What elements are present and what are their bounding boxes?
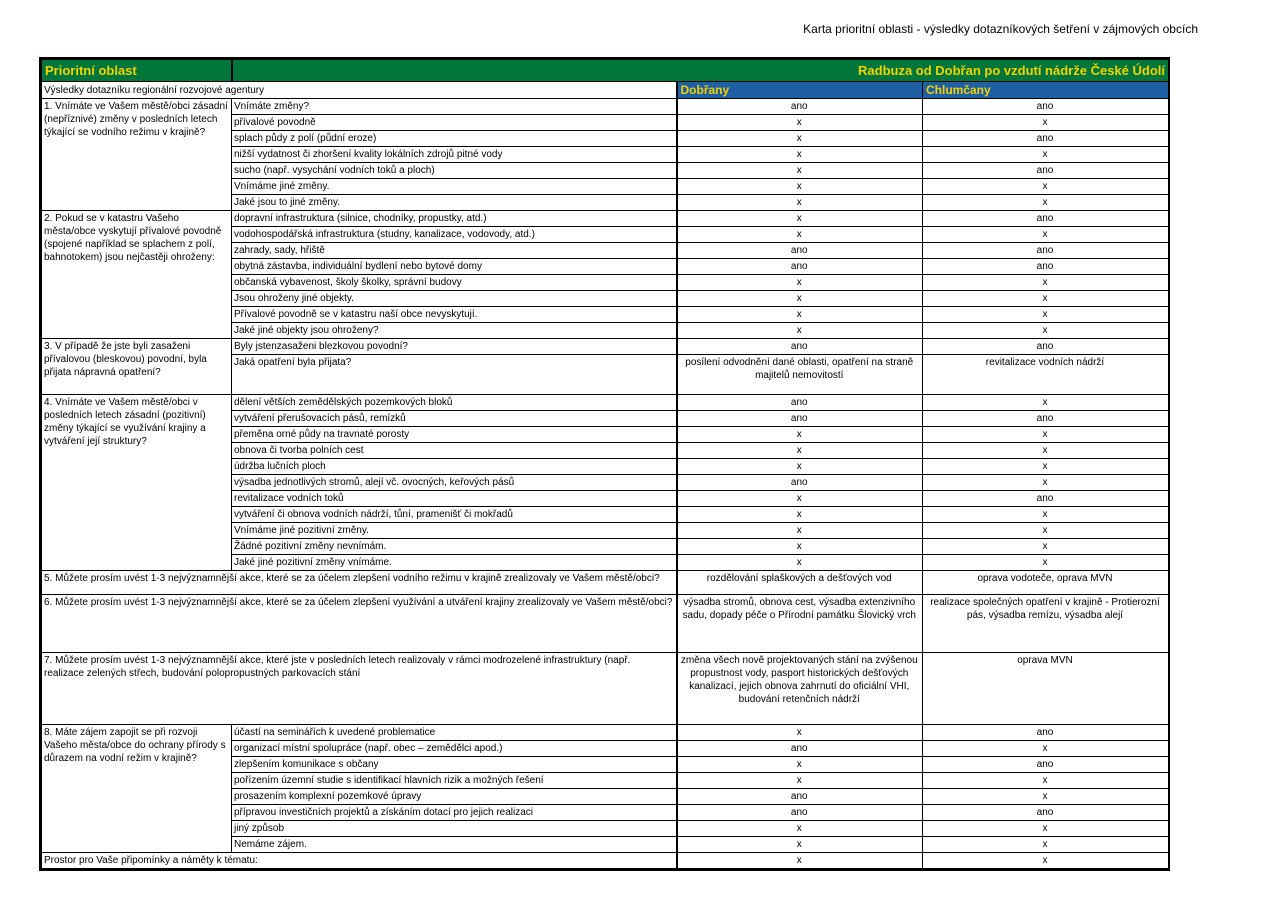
priority-area-label: Prioritní oblast: [42, 60, 232, 82]
q1-answer-chlumcany: x: [923, 115, 1169, 131]
q4-answer-chlumcany: x: [923, 395, 1169, 411]
subheader-row: [42, 82, 1169, 99]
q1-answer-dobrany: x: [677, 131, 923, 147]
q6-row: [42, 595, 1169, 653]
q7-row: [42, 653, 1169, 725]
q4-answer-dobrany: x: [677, 523, 923, 539]
q4-answer-chlumcany: x: [923, 427, 1169, 443]
q4-answer-dobrany: x: [677, 539, 923, 555]
q1-option-label: nižší vydatnost či zhoršení kvality lokálních zdrojů pitné vody: [232, 147, 677, 163]
q1-answer-chlumcany: x: [923, 147, 1169, 163]
q2-answer-chlumcany: ano: [923, 243, 1169, 259]
q2-answer-dobrany: ano: [677, 243, 923, 259]
q2-answer-dobrany: x: [677, 307, 923, 323]
q1-row: [42, 99, 1169, 115]
q3-option-label: Byly jstenzasaženi blezkovou povodní?: [232, 339, 677, 355]
q2-answer-dobrany: x: [677, 211, 923, 227]
q1-answer-dobrany: x: [677, 147, 923, 163]
q4-answer-chlumcany: x: [923, 507, 1169, 523]
q1-answer-dobrany: ano: [677, 99, 923, 115]
survey-table: [41, 59, 1169, 869]
q2-option-label: vodohospodářská infrastruktura (studny, kanalizace, vodovody, atd.): [232, 227, 677, 243]
q2-answer-dobrany: x: [677, 275, 923, 291]
q2-answer-dobrany: x: [677, 323, 923, 339]
q2-answer-chlumcany: x: [923, 323, 1169, 339]
q8-answer-dobrany: x: [677, 837, 923, 853]
q4-option-label: dělení větších zemědělských pozemkových bloků: [232, 395, 677, 411]
q4-option-label: údržba lučních ploch: [232, 459, 677, 475]
q3-answer-chlumcany: revitalizace vodních nádrží: [923, 355, 1169, 395]
q1-answer-chlumcany: x: [923, 195, 1169, 211]
q8-answer-dobrany: x: [677, 725, 923, 741]
column-header-dobrany: Dobřany: [677, 82, 923, 99]
q2-row: [42, 211, 1169, 227]
q7-question: 7. Můžete prosím uvést 1-3 nejvýznamnější akce, které jste v posledních letech realizovaly v rámci modrozelené infrastruktury (např. realizace zelených střech, budování polopropustných parkovacích stání: [42, 653, 677, 725]
q2-option-label: dopravní infrastruktura (silnice, chodníky, propustky, atd.): [232, 211, 677, 227]
q8-option-label: pořízením územní studie s identifikací hlavních rizik a možných řešení: [232, 773, 677, 789]
q2-answer-chlumcany: x: [923, 275, 1169, 291]
q8-answer-dobrany: x: [677, 773, 923, 789]
q2-option-label: občanská vybavenost, školy školky, správní budovy: [232, 275, 677, 291]
q8-answer-chlumcany: x: [923, 837, 1169, 853]
q3-answer-dobrany: posílení odvodnění dané oblasti, opatření na straně majitelů nemovitostí: [677, 355, 923, 395]
q1-option-label: přívalové povodně: [232, 115, 677, 131]
q8-option-label: jiný způsob: [232, 821, 677, 837]
q4-answer-dobrany: x: [677, 507, 923, 523]
q8-answer-chlumcany: ano: [923, 805, 1169, 821]
q1-option-label: Vnímáme jiné změny.: [232, 179, 677, 195]
q6-answer-dobrany: výsadba stromů, obnova cest, výsadba extenzivního sadu, dopady péče o Přírodní památku Šlovický vrch: [677, 595, 923, 653]
q2-answer-dobrany: x: [677, 227, 923, 243]
q8-option-label: organizací místní spolupráce (např. obec – zemědělci apod.): [232, 741, 677, 757]
q4-option-label: Jaké jiné pozitivní změny vnímáme.: [232, 555, 677, 571]
q8-answer-dobrany: ano: [677, 789, 923, 805]
q8-answer-dobrany: x: [677, 821, 923, 837]
q3-answer-dobrany: ano: [677, 339, 923, 355]
q1-option-label: sucho (např. vysychání vodních toků a ploch): [232, 163, 677, 179]
q2-answer-dobrany: x: [677, 291, 923, 307]
q4-answer-chlumcany: x: [923, 475, 1169, 491]
q8-answer-chlumcany: x: [923, 789, 1169, 805]
q4-answer-chlumcany: x: [923, 555, 1169, 571]
q4-answer-chlumcany: ano: [923, 411, 1169, 427]
q2-option-label: obytná zástavba, individuální bydlení nebo bytové domy: [232, 259, 677, 275]
q4-option-label: Žádné pozitivní změny nevnímám.: [232, 539, 677, 555]
q2-answer-dobrany: ano: [677, 259, 923, 275]
q4-option-label: přeměna orné půdy na travnaté porosty: [232, 427, 677, 443]
footer-row: [42, 853, 1169, 869]
q4-answer-dobrany: ano: [677, 411, 923, 427]
q1-answer-dobrany: x: [677, 195, 923, 211]
q2-answer-chlumcany: x: [923, 307, 1169, 323]
q1-answer-chlumcany: ano: [923, 163, 1169, 179]
comments-label: Prostor pro Vaše připomínky a náměty k tématu:: [42, 853, 677, 869]
q1-question: 1. Vnímáte ve Vašem městě/obci zásadní (nepříznivé) změny v posledních letech týkající se vodního režimu v krajině?: [42, 99, 232, 211]
q8-answer-chlumcany: ano: [923, 757, 1169, 773]
q7-answer-chlumcany: oprava MVN: [923, 653, 1169, 725]
q8-answer-dobrany: ano: [677, 741, 923, 757]
q2-option-label: Jaké jiné objekty jsou ohroženy?: [232, 323, 677, 339]
q5-question: 5. Můžete prosím uvést 1-3 nejvýznamnější akce, které se za účelem zlepšení vodního režimu v krajině zrealizovaly ve Vašem městě/obci?: [42, 571, 677, 595]
q3-row: [42, 339, 1169, 355]
q4-answer-chlumcany: x: [923, 459, 1169, 475]
comments-dobrany: x: [677, 853, 923, 869]
q8-option-label: účastí na seminářích k uvedené problematice: [232, 725, 677, 741]
priority-area-sheet: [39, 57, 1170, 871]
q1-answer-chlumcany: x: [923, 179, 1169, 195]
q4-answer-chlumcany: ano: [923, 491, 1169, 507]
q1-answer-dobrany: x: [677, 115, 923, 131]
q4-option-label: Vnímáme jiné pozitivní změny.: [232, 523, 677, 539]
q8-answer-dobrany: ano: [677, 805, 923, 821]
q4-answer-chlumcany: x: [923, 443, 1169, 459]
q1-answer-dobrany: x: [677, 163, 923, 179]
q4-answer-dobrany: x: [677, 491, 923, 507]
q4-answer-chlumcany: x: [923, 539, 1169, 555]
q4-answer-dobrany: ano: [677, 475, 923, 491]
q1-option-label: splach půdy z polí (půdní eroze): [232, 131, 677, 147]
q3-option-label: Jaká opatření byla přijata?: [232, 355, 677, 395]
document-title: Karta prioritní oblasti - výsledky dotazníkových šetření v zájmových obcích: [803, 22, 1198, 36]
q2-option-label: Jsou ohroženy jiné objekty.: [232, 291, 677, 307]
survey-source-label: Výsledky dotazníku regionální rozvojové agentury: [42, 82, 677, 99]
q2-option-label: zahrady, sady, hřiště: [232, 243, 677, 259]
q4-row: [42, 395, 1169, 411]
q2-question: 2. Pokud se v katastru Vašeho města/obce vyskytují přívalové povodně (spojené například se splachem z polí, bahnotokem) jsou nejčastěji ohroženy:: [42, 211, 232, 339]
q6-answer-chlumcany: realizace společných opatření v krajině - Protierozní pás, výsadba remízu, výsadba alejí: [923, 595, 1169, 653]
q2-answer-chlumcany: ano: [923, 211, 1169, 227]
q4-answer-dobrany: x: [677, 459, 923, 475]
q2-option-label: Přívalové povodně se v katastru naší obce nevyskytují.: [232, 307, 677, 323]
q3-answer-chlumcany: ano: [923, 339, 1169, 355]
q4-option-label: revitalizace vodních toků: [232, 491, 677, 507]
q8-option-label: prosazením komplexní pozemkové úpravy: [232, 789, 677, 805]
q4-answer-dobrany: x: [677, 443, 923, 459]
q2-answer-chlumcany: ano: [923, 259, 1169, 275]
q1-answer-dobrany: x: [677, 179, 923, 195]
q4-question: 4. Vnímáte ve Vašem městě/obci v posledních letech zásadní (pozitivní) změny týkající se využívání krajiny a vytváření její struktury?: [42, 395, 232, 571]
q8-answer-chlumcany: x: [923, 821, 1169, 837]
q1-answer-chlumcany: ano: [923, 99, 1169, 115]
q1-option-label: Vnímáte změny?: [232, 99, 677, 115]
q5-answer-chlumcany: oprava vodoteče, oprava MVN: [923, 571, 1169, 595]
q4-option-label: vytváření či obnova vodních nádrží, tůní, pramenišť či mokřadů: [232, 507, 677, 523]
q1-option-label: Jaké jsou to jiné změny.: [232, 195, 677, 211]
q4-option-label: výsadba jednotlivých stromů, alejí vč. ovocných, keřových pásů: [232, 475, 677, 491]
q5-answer-dobrany: rozdělování splaškových a dešťových vod: [677, 571, 923, 595]
q4-answer-dobrany: x: [677, 555, 923, 571]
q2-answer-chlumcany: x: [923, 227, 1169, 243]
q8-option-label: Nemáme zájem.: [232, 837, 677, 853]
q7-answer-dobrany: změna všech nově projektovaných stání na zvýšenou propustnost vody, pasport historických dešťových kanalizací, jejich obnova zahrnutí do oficiální VHI, budování retenčních nádrží: [677, 653, 923, 725]
q8-answer-chlumcany: ano: [923, 725, 1169, 741]
q5-row: [42, 571, 1169, 595]
q8-answer-dobrany: x: [677, 757, 923, 773]
q4-answer-chlumcany: x: [923, 523, 1169, 539]
q4-option-label: vytváření přerušovacích pásů, remízků: [232, 411, 677, 427]
column-header-chlumcany: Chlumčany: [923, 82, 1169, 99]
comments-chlumcany: x: [923, 853, 1169, 869]
q4-option-label: obnova či tvorba polních cest: [232, 443, 677, 459]
header-row: [42, 60, 1169, 82]
q8-option-label: zlepšením komunikace s občany: [232, 757, 677, 773]
q4-answer-dobrany: ano: [677, 395, 923, 411]
q8-row: [42, 725, 1169, 741]
q8-answer-chlumcany: x: [923, 741, 1169, 757]
q8-answer-chlumcany: x: [923, 773, 1169, 789]
q8-option-label: přípravou investičních projektů a získáním dotací pro jejich realizaci: [232, 805, 677, 821]
q3-question: 3. V případě že jste byli zasaženi přívalovou (bleskovou) povodní, byla přijata nápravná opatření?: [42, 339, 232, 395]
q2-answer-chlumcany: x: [923, 291, 1169, 307]
q1-answer-chlumcany: ano: [923, 131, 1169, 147]
priority-area-name: Radbuza od Dobřan po vzdutí nádrže České Údolí: [232, 60, 1169, 82]
q6-question: 6. Můžete prosím uvést 1-3 nejvýznamnější akce, které se za účelem zlepšení využívání a utváření krajiny zrealizovaly ve Vašem městě/obci?: [42, 595, 677, 653]
q4-answer-dobrany: x: [677, 427, 923, 443]
q8-question: 8. Máte zájem zapojit se při rozvoji Vašeho města/obce do ochrany přírody s důrazem na vodní režim v krajině?: [42, 725, 232, 853]
